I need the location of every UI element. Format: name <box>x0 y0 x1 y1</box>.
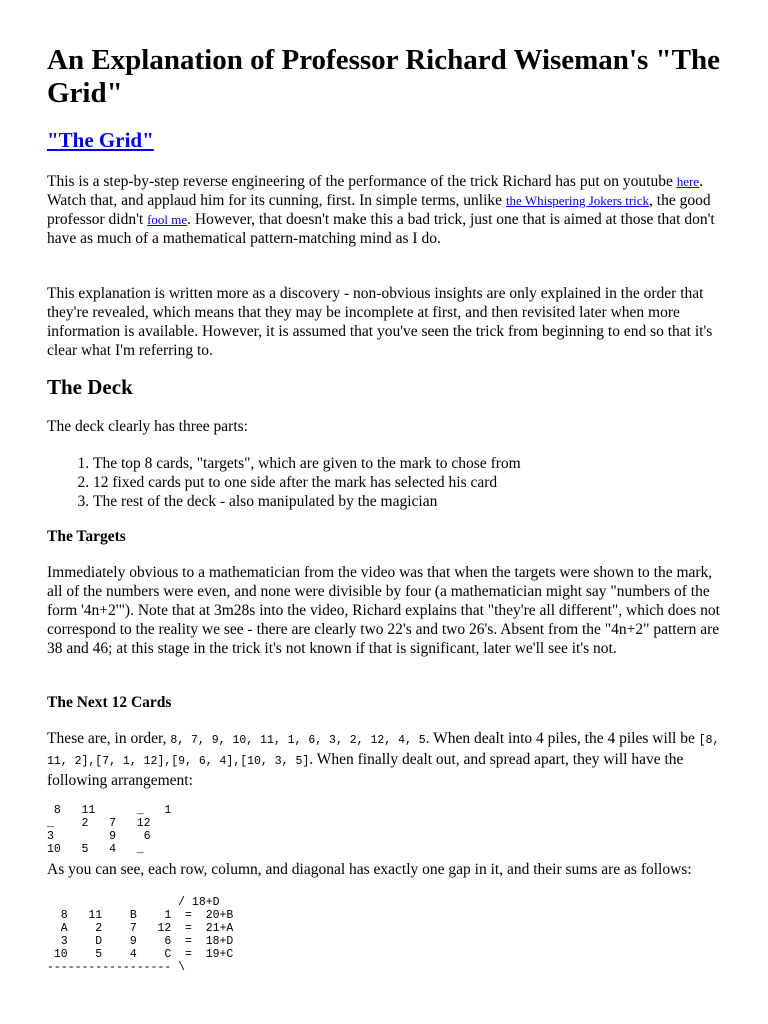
whispering-jokers-link[interactable]: the Whispering Jokers trick <box>505 193 650 208</box>
intro-text-1: This is a step-by-step reverse engineering of the performance of the trick Richard has put on youtube <box>47 173 677 190</box>
deck-heading: The Deck <box>47 375 133 399</box>
list-item: 1. The top 8 cards, "targets", which are given to the mark to chose from <box>93 454 521 473</box>
deck-intro: The deck clearly has three parts: <box>47 418 248 435</box>
intro-text-4: . However, that doesn't make this a bad trick, just one that is aimed at those that don't have as much of a mathematical pattern-matching mind as I do. <box>47 211 715 247</box>
deck-parts-list <box>47 454 521 511</box>
card-order: 8, 7, 9, 10, 11, 1, 6, 3, 2, 12, 4, 5 <box>170 734 426 747</box>
fool-me-link[interactable]: fool me <box>147 212 188 227</box>
next-text-2: . When dealt into 4 piles, the 4 piles will be <box>425 730 699 747</box>
next-cards-heading: The Next 12 Cards <box>47 694 172 711</box>
list-item: 2. 12 fixed cards put to one side after the mark has selected his card <box>93 473 521 492</box>
next-text-3: . When finally dealt out, and spread apart, they will have the following arrangement: <box>47 751 684 789</box>
intro-text-3: , the good professor didn't <box>47 192 711 228</box>
card-grid: 8 11 _ 1 _ 2 7 12 3 9 6 10 5 4 _ <box>47 804 172 856</box>
here-link[interactable]: here <box>676 174 700 189</box>
next-cards-paragraph <box>47 729 727 790</box>
list-item: 3. The rest of the deck - also manipulated by the magician <box>93 492 521 511</box>
page-title: An Explanation of Professor Richard Wiseman's "The Grid" <box>47 44 720 109</box>
discovery-paragraph: This explanation is written more as a discovery - non-obvious insights are only explained in the order that they're revealed, which means that they may be incomplete at first, and then revisited later when more information is available. However, it is assumed that you've seen the trick from beginning to end so that it's clear what I'm referring to. <box>47 285 713 359</box>
targets-paragraph: Immediately obvious to a mathematician from the video was that when the targets were shown to the mark, all of the numbers were even, and none were divisible by four (a mathematician might say "numbers of the form '4n+2'"). Note that at 3m28s into the video, Richard explains that "they're all different", which does not correspond to the reality we see - there are clearly two 22's and two 26's. Absent from the "4n+2" pattern are 38 and 46; at this stage in the trick it's not known if that is significant, later we'll see it's not. <box>47 564 720 657</box>
targets-heading: The Targets <box>47 528 126 545</box>
sums-grid: / 18+D 8 11 B 1 = 20+B A 2 7 12 = 21+A 3 D 9 6 = 18+D 10 5 4 C = 19+C ------------------ \ <box>47 896 234 974</box>
pile-list: [8, 11, 2],[7, 1, 12],[9, 6, 4],[10, 3, 5] <box>47 734 720 768</box>
intro-paragraph <box>47 172 727 248</box>
sums-paragraph: As you can see, each row, column, and diagonal has exactly one gap in it, and their sums are as follows: <box>47 861 692 878</box>
next-text-1: These are, in order, <box>47 730 171 747</box>
the-grid-link[interactable]: "The Grid" <box>47 128 154 152</box>
intro-text-2: . Watch that, and applaud him for its cunning, first. In simple terms, unlike <box>47 173 703 209</box>
